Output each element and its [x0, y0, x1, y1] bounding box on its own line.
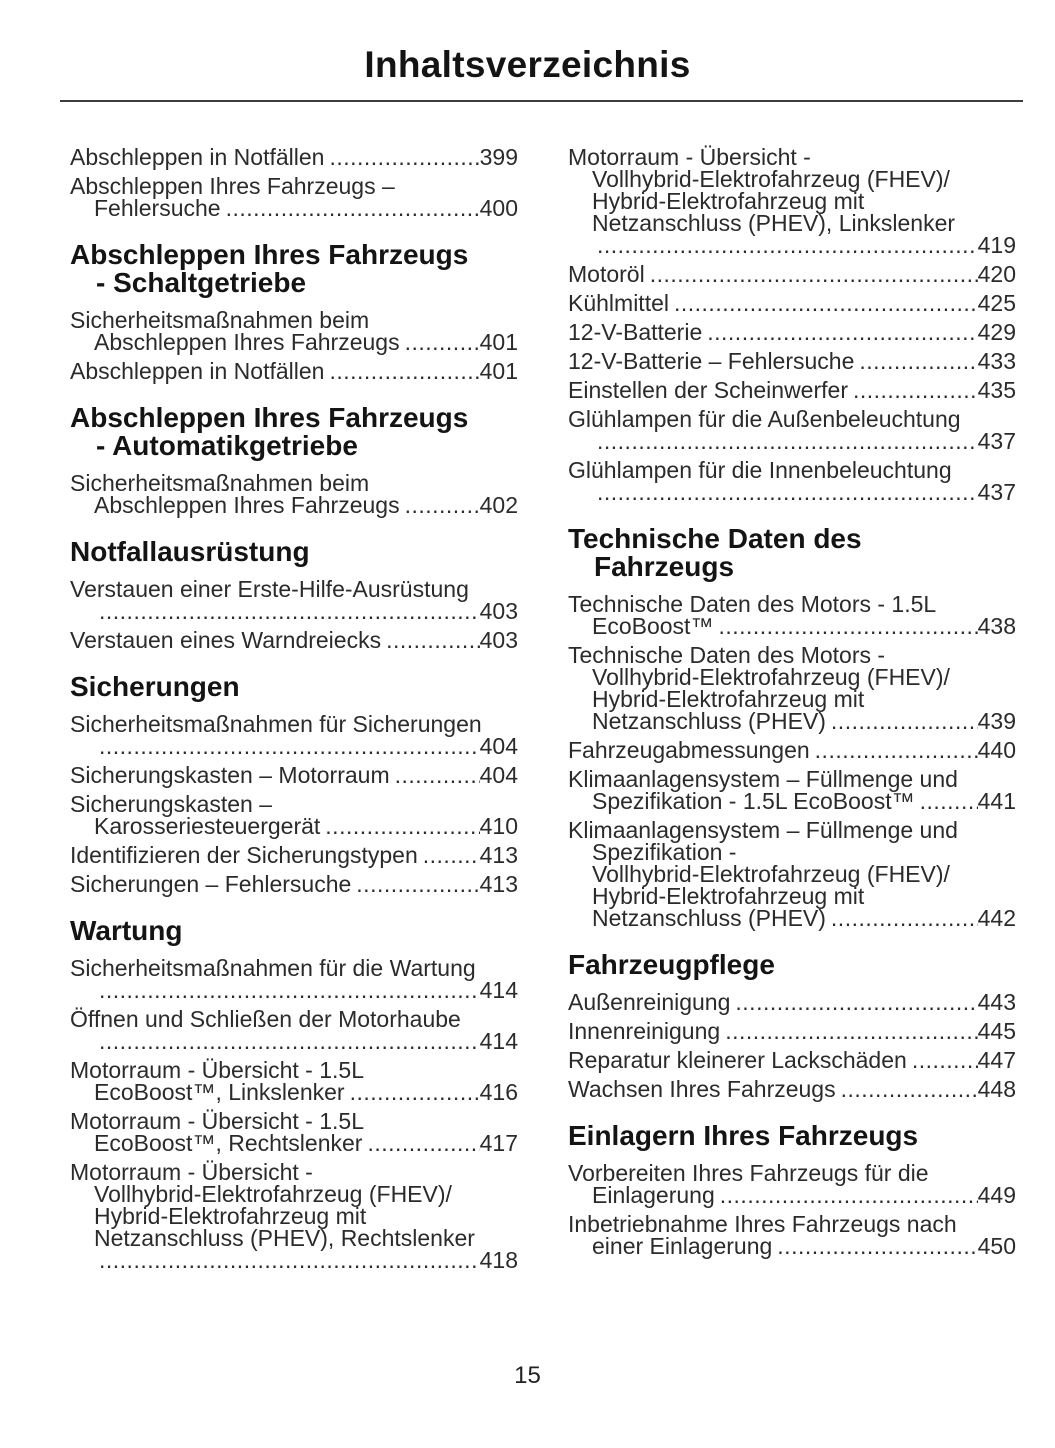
entry-line	[568, 819, 1016, 841]
toc-entry[interactable]	[70, 873, 518, 895]
page-title: Inhaltsverzeichnis	[364, 44, 691, 85]
entry-text: einer Einlagerung	[592, 1233, 773, 1259]
entry-line	[568, 1213, 1016, 1235]
entry-line	[568, 1078, 1016, 1100]
toc-section	[568, 525, 1016, 929]
entry-page-number: 414	[479, 1028, 518, 1054]
entry-text: Sicherungen – Fehlersuche	[70, 871, 352, 897]
section-heading-line: Abschleppen Ihres Fahrzeugs	[70, 239, 469, 270]
section-heading-line: - Automatikgetriebe	[96, 430, 358, 461]
entry-line	[70, 1249, 518, 1271]
entry-text: Motorraum - Übersicht - 1.5L	[70, 1108, 364, 1134]
entry-page-number: 448	[977, 1076, 1016, 1102]
entry-text: Hybrid-Elektrofahrzeug mit	[592, 883, 865, 909]
entry-page-number: 429	[977, 319, 1016, 345]
entry-line	[70, 1059, 518, 1081]
entry-line	[568, 408, 1016, 430]
entry-page-number: 450	[977, 1233, 1016, 1259]
entry-line	[70, 979, 518, 1001]
toc-entry[interactable]	[568, 263, 1016, 285]
entry-page-number: 403	[479, 598, 518, 624]
section-heading-line: Fahrzeugs	[594, 551, 735, 582]
entry-line	[568, 350, 1016, 372]
entry-line	[568, 907, 1016, 929]
entry-text: Karosseriesteuergerät	[94, 813, 321, 839]
entry-text: Außenreinigung	[568, 989, 731, 1015]
entry-line	[568, 615, 1016, 637]
entry-text: Sicherheitsmaßnahmen beim	[70, 307, 370, 333]
entry-text: EcoBoost™, Rechtslenker	[94, 1130, 363, 1156]
section-heading	[70, 673, 518, 701]
toc-entry[interactable]	[568, 379, 1016, 401]
entry-page-number: 439	[977, 708, 1016, 734]
entry-text: Sicherungskasten –	[70, 791, 273, 817]
dot-leader	[597, 234, 978, 256]
dot-leader	[99, 735, 480, 757]
toc-entry[interactable]	[568, 1020, 1016, 1042]
entry-text: Abschleppen in Notfällen	[70, 144, 325, 170]
entry-page-number: 433	[977, 348, 1016, 374]
toc-entry[interactable]	[568, 321, 1016, 343]
entry-line	[70, 1183, 518, 1205]
entry-line	[70, 1008, 518, 1030]
entry-text: Netzanschluss (PHEV), Linkslenker	[592, 210, 956, 236]
entry-text: Abschleppen Ihres Fahrzeugs –	[70, 173, 395, 199]
entry-text: Identifizieren der Sicherungstypen	[70, 842, 418, 868]
entry-line	[70, 1161, 518, 1183]
entry-line	[568, 481, 1016, 503]
entry-line	[568, 1184, 1016, 1206]
dot-leader	[650, 263, 978, 285]
entry-line	[70, 331, 518, 353]
toc-entry[interactable]	[568, 1078, 1016, 1100]
toc-entry[interactable]	[70, 1008, 518, 1052]
entry-text: Technische Daten des Motors - 1.5L	[568, 591, 937, 617]
entry-text: Verstauen eines Warndreiecks	[70, 627, 382, 653]
dot-leader	[386, 629, 480, 651]
entry-line	[70, 1227, 518, 1249]
entry-text: Netzanschluss (PHEV), Rechtslenker	[94, 1225, 475, 1251]
section-heading-line: Technische Daten des	[568, 523, 862, 554]
entry-page-number: 435	[977, 377, 1016, 403]
toc-entry[interactable]	[568, 350, 1016, 372]
toc-section	[70, 241, 518, 382]
entry-line	[70, 629, 518, 651]
entry-text: Spezifikation -	[592, 839, 737, 865]
section-heading	[568, 525, 1016, 581]
entry-line	[70, 1110, 518, 1132]
section-heading	[70, 538, 518, 566]
entry-line	[568, 1020, 1016, 1042]
entry-line	[568, 292, 1016, 314]
entry-text: Inbetriebnahme Ihres Fahrzeugs nach	[568, 1211, 957, 1237]
entry-text: Motorraum - Übersicht - 1.5L	[70, 1057, 364, 1083]
entry-text: Motorraum - Übersicht -	[568, 144, 811, 170]
toc-entry[interactable]	[70, 957, 518, 1001]
entry-page-number: 414	[479, 977, 518, 1003]
entry-line	[70, 1132, 518, 1154]
entry-page-number: 413	[479, 842, 518, 868]
entry-text: Verstauen einer Erste-Hilfe-Ausrüstung	[70, 576, 469, 602]
dot-leader	[99, 1030, 480, 1052]
dot-leader	[831, 907, 978, 929]
entry-text: Sicherheitsmaßnahmen für die Wartung	[70, 955, 476, 981]
entry-line	[568, 768, 1016, 790]
toc-entry[interactable]	[70, 713, 518, 757]
entry-line	[70, 735, 518, 757]
entry-text: Klimaanlagensystem – Füllmenge und	[568, 817, 958, 843]
toc-entry[interactable]	[568, 292, 1016, 314]
entry-text: Spezifikation - 1.5L EcoBoost™	[592, 788, 915, 814]
entry-line	[568, 666, 1016, 688]
entry-line	[568, 688, 1016, 710]
entry-text: Glühlampen für die Innenbeleuchtung	[568, 457, 952, 483]
toc-section	[70, 673, 518, 895]
entry-text: Hybrid-Elektrofahrzeug mit	[592, 188, 865, 214]
entry-text: EcoBoost™	[592, 613, 714, 639]
toc-entry[interactable]	[568, 1162, 1016, 1206]
toc-section	[70, 538, 518, 651]
dot-leader	[718, 615, 977, 637]
section-heading	[70, 404, 518, 460]
entry-page-number: 440	[977, 737, 1016, 763]
header-divider	[60, 100, 1023, 102]
entry-line	[568, 379, 1016, 401]
toc-entry[interactable]	[70, 793, 518, 837]
entry-line	[568, 863, 1016, 885]
dot-leader	[350, 1081, 480, 1103]
entry-text: Kühlmittel	[568, 290, 669, 316]
dot-leader	[912, 1049, 978, 1071]
toc-entry[interactable]	[568, 644, 1016, 732]
entry-text: Netzanschluss (PHEV)	[592, 708, 826, 734]
entry-page-number: 404	[479, 762, 518, 788]
dot-leader	[707, 321, 977, 343]
toc-section	[568, 146, 1016, 503]
toc-entry[interactable]	[70, 1161, 518, 1271]
dot-leader	[853, 379, 978, 401]
entry-line	[568, 991, 1016, 1013]
entry-page-number: 402	[479, 492, 518, 518]
dot-leader	[329, 146, 479, 168]
toc-entry[interactable]	[568, 991, 1016, 1013]
section-heading	[70, 241, 518, 297]
entry-text: Glühlampen für die Außenbeleuchtung	[568, 406, 961, 432]
entry-text: Abschleppen Ihres Fahrzeugs	[94, 492, 400, 518]
dot-leader	[725, 1020, 977, 1042]
dot-leader	[735, 991, 977, 1013]
entry-page-number: 443	[977, 989, 1016, 1015]
toc-section	[70, 146, 518, 219]
toc-entry[interactable]	[568, 408, 1016, 452]
toc-column-left	[70, 146, 518, 1278]
entry-page-number: 420	[977, 261, 1016, 287]
section-heading-line: Abschleppen Ihres Fahrzeugs	[70, 402, 469, 433]
entry-line	[568, 644, 1016, 666]
entry-text: Sicherheitsmaßnahmen für Sicherungen	[70, 711, 482, 737]
page-number: 15	[514, 1362, 541, 1389]
dot-leader	[841, 1078, 978, 1100]
section-heading-line: Fahrzeugpflege	[568, 949, 775, 980]
entry-page-number: 441	[977, 788, 1016, 814]
section-heading	[568, 1122, 1016, 1150]
entry-line	[70, 1081, 518, 1103]
entry-text: Öffnen und Schließen der Motorhaube	[70, 1006, 461, 1032]
entry-text: Vollhybrid-Elektrofahrzeug (FHEV)/	[592, 861, 950, 887]
entry-text: Technische Daten des Motors -	[568, 642, 886, 668]
toc-section	[70, 917, 518, 1271]
toc-entry[interactable]	[70, 175, 518, 219]
toc-entry[interactable]	[568, 1049, 1016, 1071]
entry-text: Hybrid-Elektrofahrzeug mit	[592, 686, 865, 712]
entry-line	[70, 1030, 518, 1052]
entry-line	[568, 212, 1016, 234]
entry-line	[568, 459, 1016, 481]
entry-line	[568, 263, 1016, 285]
entry-line	[568, 1162, 1016, 1184]
entry-page-number: 400	[479, 195, 518, 221]
section-heading-line: Notfallausrüstung	[70, 536, 310, 567]
dot-leader	[99, 600, 480, 622]
entry-line	[568, 739, 1016, 761]
entry-line	[70, 764, 518, 786]
entry-text: Innenreinigung	[568, 1018, 721, 1044]
toc-entry[interactable]	[70, 472, 518, 516]
entry-text: Netzanschluss (PHEV)	[592, 905, 826, 931]
entry-page-number: 442	[977, 905, 1016, 931]
entry-text: Fehlersuche	[94, 195, 221, 221]
entry-page-number: 425	[977, 290, 1016, 316]
toc-entry[interactable]	[70, 1110, 518, 1154]
entry-page-number: 410	[479, 813, 518, 839]
entry-line	[568, 321, 1016, 343]
entry-page-number: 401	[479, 358, 518, 384]
entry-line	[70, 713, 518, 735]
toc-columns	[70, 146, 1055, 1278]
entry-line	[568, 885, 1016, 907]
entry-line	[70, 360, 518, 382]
entry-page-number: 419	[977, 232, 1016, 258]
entry-page-number: 404	[479, 733, 518, 759]
entry-text: Vollhybrid-Elektrofahrzeug (FHEV)/	[592, 166, 950, 192]
entry-line	[70, 815, 518, 837]
toc-entry[interactable]	[568, 593, 1016, 637]
toc-entry[interactable]	[70, 1059, 518, 1103]
entry-text: 12-V-Batterie	[568, 319, 703, 345]
entry-page-number: 399	[479, 144, 518, 170]
entry-line	[568, 430, 1016, 452]
toc-entry[interactable]	[70, 309, 518, 353]
entry-text: EcoBoost™, Linkslenker	[94, 1079, 345, 1105]
entry-line	[70, 957, 518, 979]
entry-page-number: 418	[479, 1247, 518, 1273]
entry-text: Einlagerung	[592, 1182, 715, 1208]
toc-entry[interactable]	[70, 578, 518, 622]
entry-page-number: 445	[977, 1018, 1016, 1044]
entry-line	[70, 494, 518, 516]
entry-line	[70, 793, 518, 815]
entry-line	[70, 309, 518, 331]
toc-section	[568, 1122, 1016, 1257]
entry-line	[70, 600, 518, 622]
entry-line	[568, 790, 1016, 812]
toc-entry[interactable]	[568, 768, 1016, 812]
toc-section	[568, 951, 1016, 1100]
toc-section	[70, 404, 518, 516]
toc-entry[interactable]	[70, 844, 518, 866]
entry-line	[568, 190, 1016, 212]
entry-line	[568, 146, 1016, 168]
entry-line	[568, 710, 1016, 732]
entry-line	[70, 197, 518, 219]
entry-page-number: 437	[977, 479, 1016, 505]
toc-entry[interactable]	[70, 146, 518, 168]
toc-entry[interactable]	[568, 146, 1016, 256]
entry-text: Einstellen der Scheinwerfer	[568, 377, 848, 403]
entry-line	[568, 1235, 1016, 1257]
entry-text: Vorbereiten Ihres Fahrzeugs für die	[568, 1160, 929, 1186]
toc-entry[interactable]	[70, 764, 518, 786]
section-heading	[568, 951, 1016, 979]
entry-text: Reparatur kleinerer Lackschäden	[568, 1047, 907, 1073]
dot-leader	[356, 873, 479, 895]
entry-page-number: 447	[977, 1047, 1016, 1073]
entry-line	[568, 1049, 1016, 1071]
entry-line	[568, 841, 1016, 863]
entry-line	[568, 593, 1016, 615]
section-heading-line: - Schaltgetriebe	[96, 267, 307, 298]
entry-page-number: 438	[977, 613, 1016, 639]
entry-page-number: 437	[977, 428, 1016, 454]
entry-line	[70, 1205, 518, 1227]
entry-line	[70, 578, 518, 600]
toc-entry[interactable]	[568, 459, 1016, 503]
entry-page-number: 403	[479, 627, 518, 653]
entry-line	[568, 168, 1016, 190]
entry-line	[70, 873, 518, 895]
entry-text: Abschleppen Ihres Fahrzeugs	[94, 329, 400, 355]
entry-text: Motoröl	[568, 261, 645, 287]
dot-leader	[859, 350, 977, 372]
entry-page-number: 413	[479, 871, 518, 897]
entry-page-number: 449	[977, 1182, 1016, 1208]
dot-leader	[367, 1132, 479, 1154]
entry-text: Abschleppen in Notfällen	[70, 358, 325, 384]
entry-text: Sicherheitsmaßnahmen beim	[70, 470, 370, 496]
toc-column-right	[568, 146, 1016, 1278]
entry-page-number: 401	[479, 329, 518, 355]
dot-leader	[777, 1235, 977, 1257]
dot-leader	[815, 739, 978, 761]
entry-line	[70, 844, 518, 866]
dot-leader	[674, 292, 978, 314]
entry-text: Sicherungskasten – Motorraum	[70, 762, 390, 788]
dot-leader	[831, 710, 978, 732]
section-heading-line: Einlagern Ihres Fahrzeugs	[568, 1120, 919, 1151]
dot-leader	[405, 494, 480, 516]
section-heading-line: Wartung	[70, 915, 183, 946]
dot-leader	[920, 790, 978, 812]
entry-line	[568, 234, 1016, 256]
dot-leader	[720, 1184, 978, 1206]
entry-text: Wachsen Ihres Fahrzeugs	[568, 1076, 836, 1102]
entry-text: Vollhybrid-Elektrofahrzeug (FHEV)/	[94, 1181, 452, 1207]
dot-leader	[405, 331, 480, 353]
section-heading	[70, 917, 518, 945]
dot-leader	[226, 197, 480, 219]
entry-text: 12-V-Batterie – Fehlersuche	[568, 348, 855, 374]
entry-line	[70, 146, 518, 168]
entry-line	[70, 175, 518, 197]
toc-entry[interactable]	[568, 739, 1016, 761]
dot-leader	[597, 430, 978, 452]
toc-entry[interactable]	[568, 1213, 1016, 1257]
entry-text: Klimaanlagensystem – Füllmenge und	[568, 766, 958, 792]
dot-leader	[395, 764, 480, 786]
section-heading-line: Sicherungen	[70, 671, 240, 702]
entry-text: Motorraum - Übersicht -	[70, 1159, 313, 1185]
dot-leader	[99, 1249, 480, 1271]
dot-leader	[423, 844, 480, 866]
entry-line	[70, 472, 518, 494]
toc-entry[interactable]	[568, 819, 1016, 929]
toc-entry[interactable]	[70, 629, 518, 651]
entry-text: Hybrid-Elektrofahrzeug mit	[94, 1203, 367, 1229]
toc-entry[interactable]	[70, 360, 518, 382]
dot-leader	[99, 979, 480, 1001]
dot-leader	[597, 481, 978, 503]
entry-text: Vollhybrid-Elektrofahrzeug (FHEV)/	[592, 664, 950, 690]
dot-leader	[325, 815, 479, 837]
entry-text: Fahrzeugabmessungen	[568, 737, 810, 763]
entry-page-number: 416	[479, 1079, 518, 1105]
entry-page-number: 417	[479, 1130, 518, 1156]
dot-leader	[329, 360, 479, 382]
